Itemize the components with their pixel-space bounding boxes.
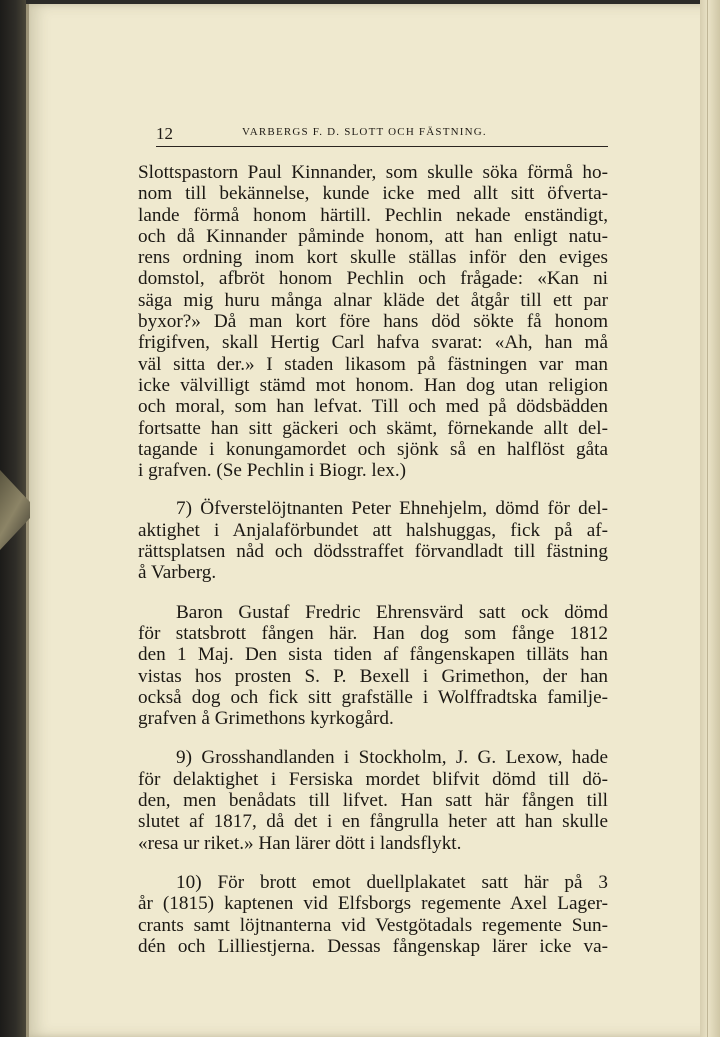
text-line: lande förmå honom härtill. Pechlin nekade enständigt,: [138, 204, 608, 226]
text-line: och moral, som han lefvat. Till och med på dödsbädden: [138, 396, 608, 418]
paragraph-pechlin: [138, 162, 608, 481]
text-line: nom till bekännelse, kunde icke med allt sitt öfverta-: [138, 183, 608, 205]
text-line: aktighet i Anjalaförbundet att halshuggas, fick på af-: [138, 519, 608, 541]
text-line: å Varberg.: [138, 562, 217, 584]
text-line: Slottspastorn Paul Kinnander, som skulle söka förmå ho-: [138, 162, 608, 183]
text-line: rens ordning inom kort skulle ställas inför den eviges: [138, 247, 608, 269]
page-header: [156, 124, 608, 147]
text-line: och då Kinnander påminde honom, att han enligt natu-: [138, 225, 608, 247]
text-line: den, men benådats till lifvet. Han satt här fången till: [138, 790, 608, 812]
page-number: 12: [156, 124, 173, 143]
text-line: vistas hos prosten S. P. Bexell i Grimethon, der han: [138, 665, 608, 687]
text-line: år (1815) kaptenen vid Elfsborgs regemente Axel Lager-: [138, 893, 608, 915]
text-line: 10) För brott emot duellplakatet satt här på 3: [176, 871, 608, 893]
body-text: [138, 162, 608, 975]
text-line: rättsplatsen nåd och dödsstraffet förvandladt till fästning: [138, 541, 608, 563]
text-line: icke välvilligt stämd mot honom. Han dog utan religion: [138, 374, 608, 396]
text-line: också dog och fick sitt grafställe i Wolffradtska familje-: [138, 686, 608, 708]
paragraph-ehnehjelm: [138, 498, 608, 583]
text-line: 7) Öfverstelöjtnanten Peter Ehnehjelm, dömd för del-: [176, 498, 608, 520]
page-edge-line: [707, 0, 708, 1037]
text-line: för delaktighet i Fersiska mordet blifvit dömd till dö-: [138, 768, 608, 790]
text-line: fortsatte han sitt gäckeri och skämt, förnekande allt del-: [138, 417, 608, 439]
paragraph-lexow: [138, 747, 608, 853]
paragraph-duel: [138, 872, 608, 957]
text-line: tagande i konungamordet och sjönk så en halflöst gåta: [138, 438, 608, 460]
text-line: 9) Grosshandlanden i Stockholm, J. G. Lexow, hade: [176, 747, 608, 769]
text-line: väl sitta der.» I staden likasom på fästningen var man: [138, 353, 608, 375]
text-line: den 1 Maj. Den sista tiden af fångenskapen tilläts han: [138, 644, 608, 666]
text-line: Baron Gustaf Fredric Ehrensvärd satt ock dömd: [176, 601, 608, 623]
text-line: domstol, afbröt honom Pechlin och frågade: «Kan ni: [138, 268, 608, 290]
text-line: «resa ur riket.» Han lärer dött i landsflykt.: [138, 832, 462, 854]
text-line: för statsbrott fången här. Han dog som fånge 1812: [138, 622, 608, 644]
text-line: slutet af 1817, då det i en fångrulla heter att han skulle: [138, 811, 608, 833]
text-line: frigifven, skall Hertig Carl hafva svarat: «Ah, han må: [138, 332, 608, 354]
text-line: i grafven. (Se Pechlin i Biogr. lex.): [138, 460, 407, 482]
paragraph-ehrensvard: [138, 602, 608, 730]
text-line: crants samt löjtnanterna vid Vestgötadals regemente Sun-: [138, 914, 608, 936]
running-title: VARBERGS F. D. SLOTT OCH FÄSTNING.: [242, 126, 487, 138]
text-line: byxor?» Då man kort före hans död sökte få honom: [138, 311, 608, 333]
text-line: dén och Lilliestjerna. Dessas fångenskap lärer icke va-: [138, 935, 608, 957]
text-line: säga mig huru många alnar kläde det åtgår till ett par: [138, 289, 608, 311]
text-line: grafven å Grimethons kyrkogård.: [138, 708, 394, 730]
page-stack-edge: [700, 0, 720, 1037]
